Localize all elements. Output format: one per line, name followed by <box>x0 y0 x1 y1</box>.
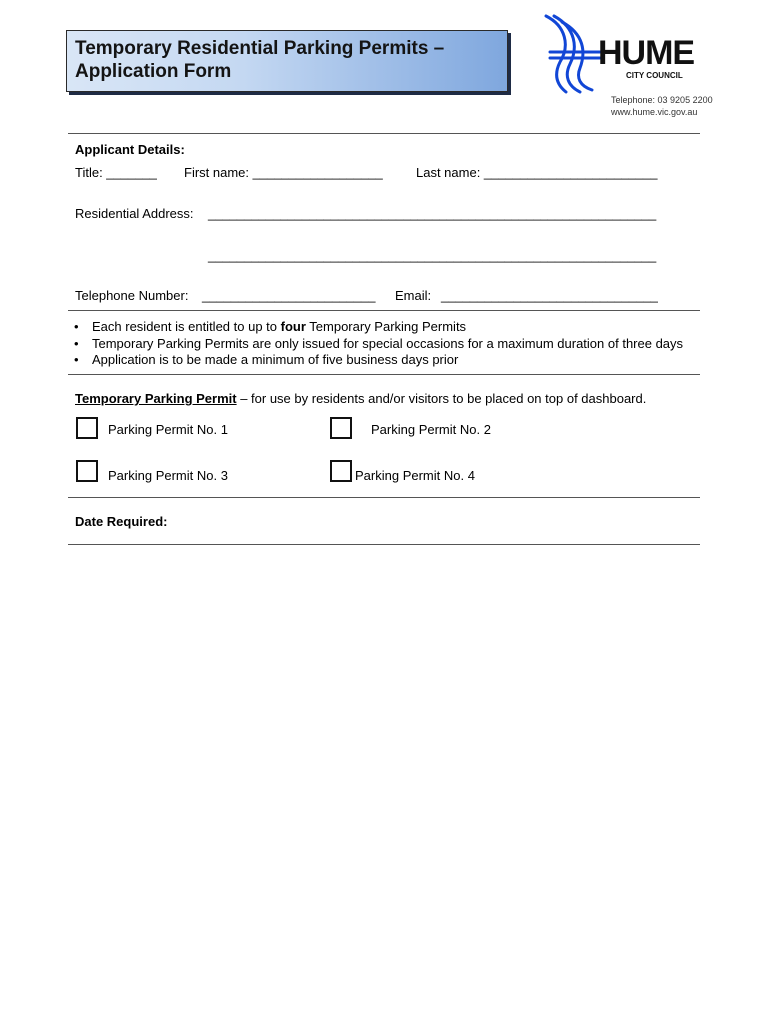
logo-wordmark: HUME <box>598 34 695 72</box>
telephone-number-label: Telephone Number: <box>75 288 189 303</box>
first-name-field[interactable]: First name: __________________ <box>184 165 383 180</box>
permit-usage-text: – for use by residents and/or visitors to be placed on top of dashboard. <box>236 391 647 406</box>
permit-1-label: Parking Permit No. 1 <box>108 422 228 437</box>
applicant-details-heading: Applicant Details: <box>75 142 185 157</box>
residential-address-line-2[interactable]: ______________________________________________________________ <box>208 248 657 263</box>
permit-3-checkbox[interactable] <box>76 460 98 482</box>
divider <box>68 310 700 311</box>
form-title-line-1: Temporary Residential Parking Permits – <box>75 38 445 59</box>
divider <box>68 544 700 545</box>
list-item: • Application is to be made a minimum of five business days prior <box>74 352 683 369</box>
form-title-box <box>66 30 508 92</box>
permit-conditions-list <box>74 319 683 369</box>
council-contact <box>611 94 713 118</box>
permit-1-checkbox[interactable] <box>76 417 98 439</box>
email-field[interactable]: ______________________________ <box>441 288 658 303</box>
permit-2-label: Parking Permit No. 2 <box>371 422 491 437</box>
form-title <box>75 37 444 83</box>
divider <box>68 133 700 134</box>
permit-4-checkbox[interactable] <box>330 460 352 482</box>
list-item: • Temporary Parking Permits are only issued for special occasions for a maximum duration of three days <box>74 336 683 353</box>
permit-3-label: Parking Permit No. 3 <box>108 468 228 483</box>
form-title-line-2: Application Form <box>75 61 232 82</box>
note-text: Each resident is entitled to up to <box>92 319 281 334</box>
residential-address-line-1[interactable]: ______________________________________________________________ <box>208 206 657 221</box>
council-telephone: Telephone: 03 9205 2200 <box>611 95 713 105</box>
permit-4-label: Parking Permit No. 4 <box>355 468 475 483</box>
hume-city-council-logo <box>540 12 700 94</box>
permit-heading: Temporary Parking Permit <box>75 391 237 406</box>
permit-2-checkbox[interactable] <box>330 417 352 439</box>
divider <box>68 497 700 498</box>
council-website[interactable]: www.hume.vic.gov.au <box>611 107 698 117</box>
last-name-field[interactable]: Last name: ________________________ <box>416 165 658 180</box>
residential-address-label: Residential Address: <box>75 206 194 221</box>
note-emphasis: four <box>280 319 306 334</box>
note-text: Temporary Parking Permits <box>305 319 467 334</box>
list-item <box>74 319 683 336</box>
logo-subtitle: CITY COUNCIL <box>626 71 683 80</box>
title-field[interactable]: Title: _______ <box>75 165 157 180</box>
telephone-number-field[interactable]: ________________________ <box>202 288 376 303</box>
hume-logo-mark-icon <box>540 12 700 94</box>
permit-description <box>75 391 646 406</box>
email-label: Email: <box>395 288 432 303</box>
divider <box>68 374 700 375</box>
date-required-label: Date Required: <box>75 514 168 529</box>
